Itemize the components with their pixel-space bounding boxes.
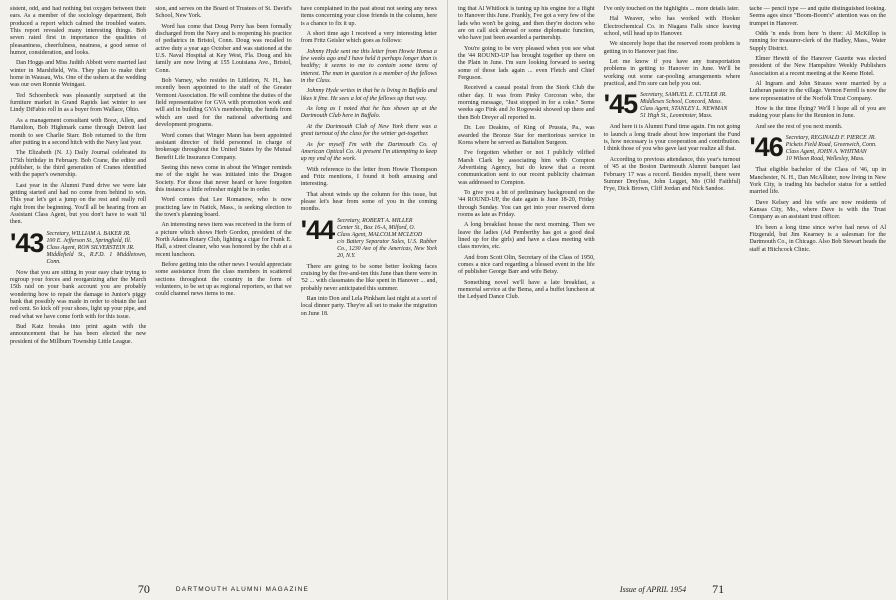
left-column-3 [301,6,437,568]
agent-address: c/o Battery Separator Sales, U.S. Rubber Co., 1230 Ave of the Americas, New York 20, N.Y. [337,238,437,259]
paragraph: Hal Weaver, who has worked with Hooker Electrochemical Co. in Niagara Falls since leaving school, will head up to Hanover. [603,16,741,38]
paragraph: Before getting into the other news I would appreciate some assistance from the class members in scattered sections throughout the country in the form of volunteers, to be set up as regional reporters, so that we could channel news items to me. [155,262,292,298]
paragraph: How is the time flying? We'll I hope all of you are making your plans for the Reunion in June. [749,106,887,120]
paragraph: Ted Schoenbeck was pleasantly surprised at the furniture market in Grand Rapids last winter to see Lindy DiFabio roll in as a buyer from Wallace, Ohio. [10,92,147,114]
paragraph: Odds 'n ends from here 'n there: Al McKillop is running for treasurer-clerk of the Hadley, Mass., Water Supply District. [749,31,887,52]
class-year: '43 [10,227,44,258]
paragraph: A short time ago I received a very interesting letter from Fritz Geisler which goes as follows: [300,31,437,45]
paragraph: A long breakfast house the next morning. Then we leave the ladies (Ad Pemberthy has got a good deal lined up for the girls) and have a class meeting with class movies, etc. [458,222,595,251]
letter-paragraph: Johnny Hyde sent me this letter from Howie Honsa a few weeks ago and I have held it perhaps longer than is healthy; it seems to me to contain some items of interest. The man in question is a member of the fellows in the Class. [300,48,437,85]
class-heading-46 [749,132,886,163]
agent-address: Middlefield St., R.F.D. 1 Middletown, Conn. [46,251,147,265]
class-heading-44 [300,214,437,260]
paragraph: have complained in the past about not seeing any news items concerning your close friends in the column, here is a chance to fix it up. [300,6,437,27]
paragraph: ing that Al Whitlock is tuning up his engine for a flight to Hanover this June. Frankly, I've got a very few of the lads who won't be going, and then they're doctors who are on call sick abroad or some diplomatic function, who have just been awarded a partnership. [458,6,595,42]
paragraph: Bob Varney, who resides in Littleton, N. H., has recently been appointed to the staff of the Greater Vermont Association. He will combine the duties of the field representative for GVA with promotion work and will aid in building GVA's membership, the funds from which are used for the national advertising and development programs. [155,78,292,129]
secretary-address: 100 E. Jefferson St., Springfield, Ill. [46,237,132,244]
agent-address: 10 Wilson Road, Wellesley, Mass. [785,156,865,163]
left-column-2 [155,6,291,568]
secretary-name: Secretary, WILLIAM A. BAKER JR. [46,230,131,237]
paragraph: Dr. Lee Deakins, of King of Prussia, Pa., was awarded the Bronze Star for meritorious service in Korea where he served as Battalion Surgeon. [458,125,595,146]
paragraph: You're going to be very pleased when you see what the '44 ROUND-UP has brought together up there on the Plain in June. I'm sure looking forward to seeing some of those lads again ... even Fletch and Chief Ferguson. [458,45,595,82]
paragraph: tache — pencil type — and quite distinguished looking. Seems ages since "Boom-Boom's" attention was on the trumpet in Hanover. [749,6,887,27]
paragraph: Al Ingram and John Strauss were married by a Lutheran pastor in the village. Vernon Ferrell is now the new representative of the Norfolk Trust Company. [749,81,887,102]
secretary-address: Pickets Field Road, Greenwich, Conn. [785,142,877,149]
paragraph: Ran into Don and Lela Pinkham last night at a sort of local dinner party. They're all set to make the migration on June 18. [300,295,437,317]
paragraph: Dave Kelsey and his wife are now residents of Kansas City, Mo., where Dave is with the Trust Company as an assistant trust officer. [749,199,887,221]
class-heading-45 [603,89,741,120]
paragraph: We sincerely hope that the reserved room problem is getting in to Hanover just fine. [603,41,741,55]
paragraph: As a management consultant with Booz, Allen, and Hamilton, Bob Highmark came through Detroit last month to see Charlie Starr. Bob returned to the firm after putting in a second hitch with the Navy last year. [10,117,147,146]
right-column-2 [604,6,741,568]
paragraph: To give you a bit of preliminary background on the '44 ROUND-UP, the date again is June 18-20, Friday through Sunday. You can get into your reserved dorm rooms as late as Friday. [458,189,595,218]
letter-paragraph: As for myself I'm with the Dartmouth Co. of American Optical Co. At present I'm attempting to keep up my end of the work. [300,141,437,163]
page-number: 71 [712,581,725,596]
paragraph: Something novel we'll have a late breakfast, a memorial service at the Bema, and a buffet luncheon at the Ledyard Dance Club. [458,279,595,301]
left-page-footer [0,582,447,596]
letter-paragraph: Johnny Hyde writes in that he is living in Buffalo and likes it fine. He sees a lot of the fellows up that way. [300,88,437,102]
paragraph: It's been a long time since we've had news of Al Fitzgerald, but Jim Kearney is a salesman for the Dartmouth Co., in Chicago. Also Bob Stewart heads the staff at Hitchcock Clinic. [749,224,887,253]
paragraph: sistent, odd, and had nothing but oxygen between their ears. As a member of the sociology department, Bob produced a report which calmed the troubled waters. This report revealed many interesting things. Bob seven rated first in importance the qualities of pleasantness, cheerfulness, neatness, a good sense of humor, consideration, and looks. [10,6,147,57]
paragraph: sion, and serves on the Board of Trustees of St. David's School, New York. [155,6,292,20]
paragraph: Dan Hoggs and Miss Judith Abbott were married last winter in Marshfield, Wis. They plan to make their home in Wausau, Wis. One of the ushers at the wedding was our own Ronnie Weingast. [10,60,147,89]
class-agent: Class Agent, RON SILVERSTEIN JR. [46,244,135,251]
class-officers [786,135,877,163]
paragraph: There are going to be some better looking faces cruising by the five-and-ten this June than there were in '52 ... with classmates the like spent in Hanover ... and, probably never anticipated this summer. [300,263,437,292]
secretary-name: Secretary, REGINALD F. PIERCE JR. [785,135,876,142]
paragraph: Seeing this news come in about the Winger reminds me of the night he was initiated into the Dragon Society. For those that never heard or have forgotten this instance a little refresher might be in order. [155,164,292,193]
paragraph: That about winds up the column for this issue, but please let's hear from some of you in the coming months. [300,191,437,213]
paragraph: An interesting news item was received in the form of a picture which shows Herb Gordon, president of the North Adams Rotary Club, lighting a cigar for Frank E. Hall, a street cleaner, who was honored by the club at a recent luncheon. [155,222,292,258]
paragraph: Word comes that Lee Romanow, who is now practicing law in Natick, Mass., is seeking election to the town's planning board. [155,197,292,218]
right-column-3 [749,6,886,568]
paragraph: Elmer Hewitt of the Hanover Gazette was elected president of the New Hampshire Weekly Publishers Association at a recent meeting at the Keene Hotel. [749,56,887,77]
paragraph: Now that you are sitting in your easy chair trying to regroup your forces and reorganizing after the March 15th raid on your bank account you are probably wondering how to repair the damage to Junior's piggy bank that possibly was made in order to obtain the last red cent. So kick off your shoes, light up your pipe, and read what we have come forth with for this issue. [10,269,147,320]
class-heading-43 [10,227,147,266]
class-agent: Class Agent, MALCOLM MCLEOD [337,231,423,238]
class-year: '44 [300,214,335,245]
paragraph: Last year in the Alumni Fund drive we were late getting started and had no come from behind to win. This year let's get a jump on the rest and really roll right from the beginning. You'll all be hearing from an Assistant Class Agent, but you don't have to wait 'til then. [10,182,147,226]
paragraph: And see the rest of you next month. [755,123,843,130]
right-page [448,0,896,600]
paragraph: And here it is Alumni Fund time again. I'm not going to launch a long tirade about how important the Fund is, how necessary is your cooperation and contribution. I think those of you who gave last year realize all that. [603,124,741,153]
letter-paragraph: At the Dartmouth Club of New York there was a great turnout of the class for the winter get-together. [300,123,437,138]
agent-address: 51 High St., Leominster, Mass. [640,113,713,120]
paragraph: Received a casual postal from the Stork Club the other day. It was from Pinky Corcoran who, the morning message, "Just stopped in for a coke." Some weeks ago Fink and Jo Rogowski showed up there and then Bob Dreyer all reported in. [458,85,595,121]
paragraph: I've only touched on the highlights ... more details later. [603,6,740,12]
secretary-address: Middlesex School, Concord, Mass. [640,99,723,106]
paragraph: With reference to the letter from Howie Thompson and Fritz mentions, I found it both amusing and interesting. [300,166,437,188]
paragraph: According to previous attendance, this year's turnout of '45 at the Boston Dartmouth Alumni banquet last February 17 was a record. Besides myself, there were Sumner Dreyfuss, John Legget, Mo (Old Faithful) Frye, Dick Brown, Cliff Jordan and Nick Sandoe. [603,156,741,193]
class-year: '46 [749,132,783,163]
paragraph: The Elizabeth (N. J.) Daily Journal celebrated its 175th birthday in February. Bob Crane, the editor and publisher, is the third generation of Cranes identified with the paper's ownership. [10,150,147,179]
paragraph: I've forgotten whether or not I publicly vilified Marsh Clark by associating him with Compton Advertising Agency, but do know that a recent communication sent to our recent publicity chairman was addressed to Compton. [458,150,595,186]
right-page-footer [448,582,896,596]
class-officers [640,92,727,120]
class-agent: Class Agent, JOHN A. WHITMAN [785,149,867,156]
letter-paragraph: As long as I noted that he has shown up at the Dartmouth Club here in Buffalo. [300,106,437,120]
class-officers [46,231,146,266]
class-officers [337,218,437,260]
paragraph: Let me know if you have any transportation problems in getting to Hanover in June. We'll be working out some car-pooling arrangements where practical, and I'm sure can help you out. [603,59,741,88]
issue-line: Issue of APRIL 1954 [619,584,687,594]
left-column-1 [10,6,146,568]
paragraph: Word has come that Doug Perry has been formally discharged from the Navy and is reopening his practice of pediatrics in Bristol, Conn. Doug was recalled to active duty a year ago October and was stationed at the U.S. Naval Hospital at Key West, Fla. Doug and his family are now living at 155 Louisiana Ave., Bristol, Conn. [155,23,292,74]
secretary-address: Center St., Box 16-A, Milford, O. [337,224,416,231]
paragraph: Bud Katz breaks into print again with the announcement that he has been elected the new president of the Millburn Township Little League. [10,324,147,345]
class-year: '45 [603,89,638,120]
page-number: 70 [137,581,150,596]
right-column-1 [458,6,595,568]
class-agent: Class Agent, STANLEY L. NEWMAN [640,106,728,113]
secretary-name: Secretary, SAMUEL E. CUTLER JR. [640,92,727,99]
paragraph: Word comes that Winger Mann has been appointed assistant director of field personnel in charge of brokerage throughout the United States by the Mutual Benefit Life Insurance Company. [155,132,292,161]
running-title: DARTMOUTH ALUMNI MAGAZINE [175,585,310,593]
paragraph: That eligible bachelor of the Class of '46, up in Manchester, N. H., Dan McAllister, now living in New York City, is trading his bachelor status for a settled married life. [749,167,887,196]
paragraph: And from Scott Olin, Secretary of the Class of 1950, comes a nice card regarding a blessed event in the life of publisher George Barr and wife Betsy. [458,254,595,276]
secretary-name: Secretary, ROBERT A. MILLER [337,217,413,224]
